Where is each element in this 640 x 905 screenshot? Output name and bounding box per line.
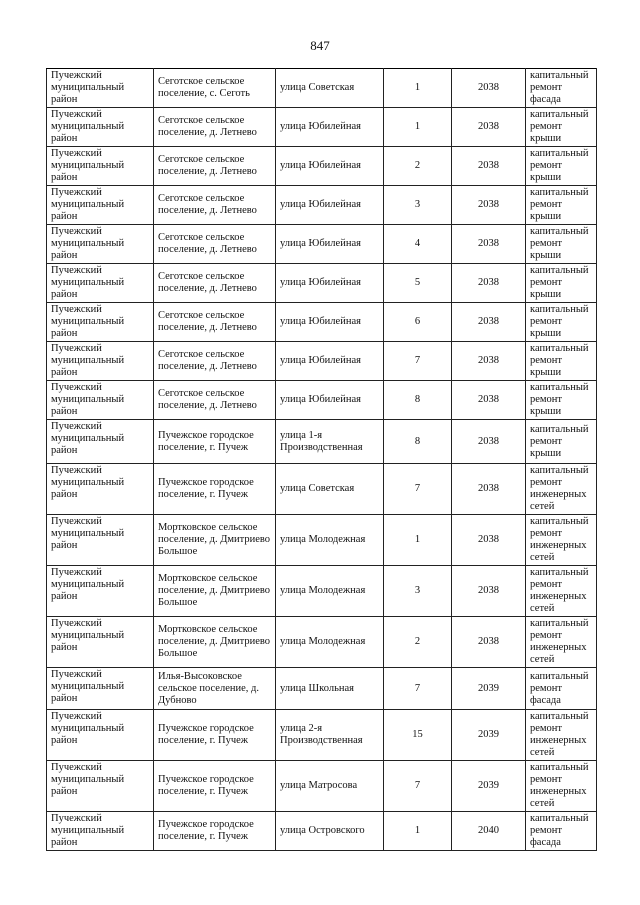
work-type-cell: капитальный ремонт крыши (526, 303, 597, 342)
year-cell: 2039 (452, 761, 526, 812)
work-type-cell: капитальный ремонт крыши (526, 225, 597, 264)
table-row (47, 515, 597, 566)
house-number-cell: 7 (384, 464, 452, 515)
settlement-cell: Сеготское сельское поселение, с. Сеготь (154, 69, 276, 108)
house-number-cell: 2 (384, 617, 452, 668)
work-type-cell: капитальный ремонт фасада (526, 69, 597, 108)
house-number-cell: 8 (384, 381, 452, 420)
street-cell: улица Советская (276, 464, 384, 515)
table-row (47, 108, 597, 147)
settlement-cell: Пучежское городское поселение, г. Пучеж (154, 710, 276, 761)
street-cell: улица Юбилейная (276, 186, 384, 225)
table-body (47, 69, 597, 851)
work-type-cell: капитальный ремонт крыши (526, 342, 597, 381)
house-number-cell: 5 (384, 264, 452, 303)
settlement-cell: Сеготское сельское поселение, д. Летнево (154, 264, 276, 303)
street-cell: улица Юбилейная (276, 303, 384, 342)
year-cell: 2038 (452, 342, 526, 381)
year-cell: 2038 (452, 108, 526, 147)
street-cell: улица Юбилейная (276, 264, 384, 303)
work-type-cell: капитальный ремонт инженерных сетей (526, 566, 597, 617)
table-row (47, 381, 597, 420)
table-row (47, 69, 597, 108)
district-cell: Пучежский муниципальный район (47, 186, 154, 225)
settlement-cell: Сеготское сельское поселение, д. Летнево (154, 225, 276, 264)
district-cell: Пучежский муниципальный район (47, 566, 154, 617)
district-cell: Пучежский муниципальный район (47, 464, 154, 515)
work-type-cell: капитальный ремонт инженерных сетей (526, 515, 597, 566)
house-number-cell: 3 (384, 186, 452, 225)
house-number-cell: 8 (384, 420, 452, 464)
table-row (47, 225, 597, 264)
table-row (47, 812, 597, 851)
street-cell: улица Юбилейная (276, 381, 384, 420)
street-cell: улица 1-я Производственная (276, 420, 384, 464)
year-cell: 2038 (452, 420, 526, 464)
year-cell: 2039 (452, 668, 526, 710)
work-type-cell: капитальный ремонт крыши (526, 420, 597, 464)
repair-schedule-table (46, 68, 597, 851)
house-number-cell: 1 (384, 108, 452, 147)
house-number-cell: 1 (384, 515, 452, 566)
settlement-cell: Сеготское сельское поселение, д. Летнево (154, 381, 276, 420)
table-row (47, 264, 597, 303)
year-cell: 2038 (452, 186, 526, 225)
district-cell: Пучежский муниципальный район (47, 420, 154, 464)
street-cell: улица Молодежная (276, 515, 384, 566)
district-cell: Пучежский муниципальный район (47, 381, 154, 420)
house-number-cell: 4 (384, 225, 452, 264)
street-cell: улица Островского (276, 812, 384, 851)
street-cell: улица Юбилейная (276, 342, 384, 381)
table-row (47, 186, 597, 225)
house-number-cell: 1 (384, 812, 452, 851)
year-cell: 2039 (452, 710, 526, 761)
table-row (47, 303, 597, 342)
settlement-cell: Мортковское сельское поселение, д. Дмитриево Большое (154, 515, 276, 566)
table-row (47, 342, 597, 381)
street-cell: улица Матросова (276, 761, 384, 812)
street-cell: улица Школьная (276, 668, 384, 710)
year-cell: 2038 (452, 566, 526, 617)
year-cell: 2038 (452, 147, 526, 186)
table-row (47, 420, 597, 464)
work-type-cell: капитальный ремонт крыши (526, 108, 597, 147)
house-number-cell: 7 (384, 761, 452, 812)
settlement-cell: Пучежское городское поселение, г. Пучеж (154, 464, 276, 515)
district-cell: Пучежский муниципальный район (47, 225, 154, 264)
year-cell: 2038 (452, 381, 526, 420)
table-row (47, 147, 597, 186)
table-row (47, 668, 597, 710)
district-cell: Пучежский муниципальный район (47, 761, 154, 812)
year-cell: 2038 (452, 264, 526, 303)
table-row (47, 617, 597, 668)
house-number-cell: 7 (384, 668, 452, 710)
table-row (47, 566, 597, 617)
house-number-cell: 7 (384, 342, 452, 381)
table-row (47, 464, 597, 515)
settlement-cell: Сеготское сельское поселение, д. Летнево (154, 342, 276, 381)
table-row (47, 710, 597, 761)
district-cell: Пучежский муниципальный район (47, 710, 154, 761)
settlement-cell: Сеготское сельское поселение, д. Летнево (154, 186, 276, 225)
work-type-cell: капитальный ремонт инженерных сетей (526, 761, 597, 812)
work-type-cell: капитальный ремонт крыши (526, 381, 597, 420)
district-cell: Пучежский муниципальный район (47, 342, 154, 381)
work-type-cell: капитальный ремонт крыши (526, 147, 597, 186)
settlement-cell: Илья-Высоковское сельское поселение, д. Дубново (154, 668, 276, 710)
settlement-cell: Пучежское городское поселение, г. Пучеж (154, 420, 276, 464)
table-row (47, 761, 597, 812)
house-number-cell: 1 (384, 69, 452, 108)
year-cell: 2038 (452, 303, 526, 342)
house-number-cell: 2 (384, 147, 452, 186)
work-type-cell: капитальный ремонт крыши (526, 264, 597, 303)
street-cell: улица Молодежная (276, 566, 384, 617)
year-cell: 2038 (452, 464, 526, 515)
district-cell: Пучежский муниципальный район (47, 303, 154, 342)
house-number-cell: 15 (384, 710, 452, 761)
district-cell: Пучежский муниципальный район (47, 617, 154, 668)
year-cell: 2040 (452, 812, 526, 851)
work-type-cell: капитальный ремонт крыши (526, 186, 597, 225)
settlement-cell: Мортковское сельское поселение, д. Дмитриево Большое (154, 566, 276, 617)
settlement-cell: Пучежское городское поселение, г. Пучеж (154, 761, 276, 812)
settlement-cell: Сеготское сельское поселение, д. Летнево (154, 303, 276, 342)
street-cell: улица 2-я Производственная (276, 710, 384, 761)
district-cell: Пучежский муниципальный район (47, 515, 154, 566)
street-cell: улица Молодежная (276, 617, 384, 668)
district-cell: Пучежский муниципальный район (47, 812, 154, 851)
district-cell: Пучежский муниципальный район (47, 147, 154, 186)
district-cell: Пучежский муниципальный район (47, 108, 154, 147)
work-type-cell: капитальный ремонт фасада (526, 668, 597, 710)
work-type-cell: капитальный ремонт инженерных сетей (526, 710, 597, 761)
year-cell: 2038 (452, 515, 526, 566)
page-number: 847 (310, 38, 330, 53)
work-type-cell: капитальный ремонт фасада (526, 812, 597, 851)
house-number-cell: 6 (384, 303, 452, 342)
street-cell: улица Юбилейная (276, 108, 384, 147)
street-cell: улица Советская (276, 69, 384, 108)
settlement-cell: Мортковское сельское поселение, д. Дмитриево Большое (154, 617, 276, 668)
year-cell: 2038 (452, 617, 526, 668)
settlement-cell: Сеготское сельское поселение, д. Летнево (154, 147, 276, 186)
district-cell: Пучежский муниципальный район (47, 69, 154, 108)
street-cell: улица Юбилейная (276, 225, 384, 264)
settlement-cell: Пучежское городское поселение, г. Пучеж (154, 812, 276, 851)
work-type-cell: капитальный ремонт инженерных сетей (526, 464, 597, 515)
house-number-cell: 3 (384, 566, 452, 617)
district-cell: Пучежский муниципальный район (47, 668, 154, 710)
year-cell: 2038 (452, 69, 526, 108)
work-type-cell: капитальный ремонт инженерных сетей (526, 617, 597, 668)
year-cell: 2038 (452, 225, 526, 264)
settlement-cell: Сеготское сельское поселение, д. Летнево (154, 108, 276, 147)
street-cell: улица Юбилейная (276, 147, 384, 186)
district-cell: Пучежский муниципальный район (47, 264, 154, 303)
